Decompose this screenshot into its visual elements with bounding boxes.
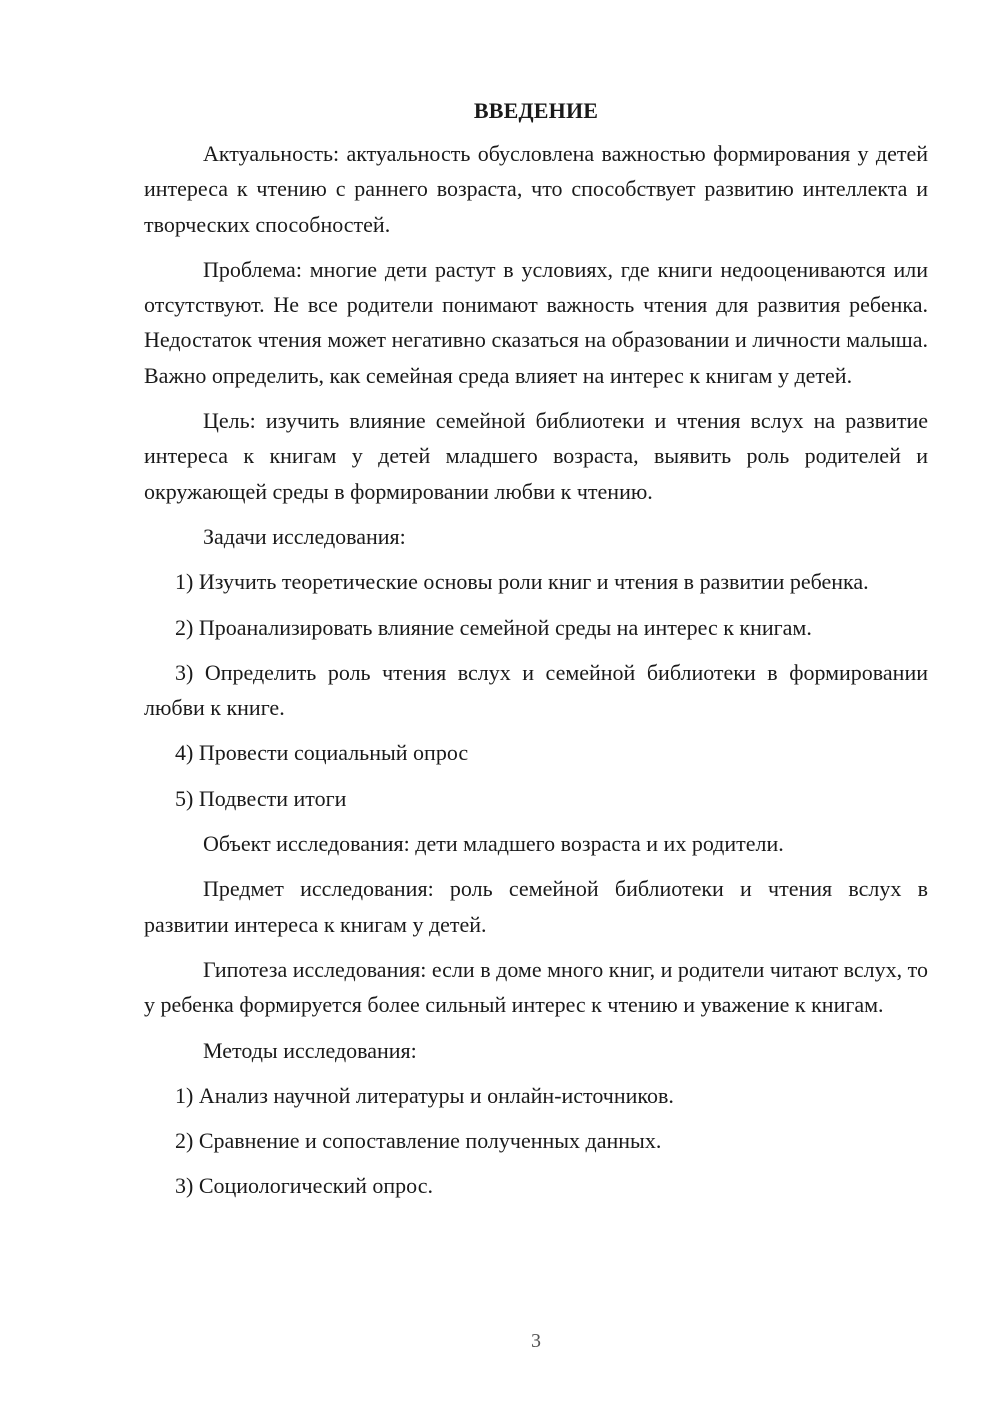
- method-item-3: 3) Социологический опрос.: [175, 1173, 433, 1199]
- task-item-4: 4) Провести социальный опрос: [175, 740, 469, 766]
- paragraph-goal: Цель: изучить влияние семейной библиотеки и чтения вслух на развитие интереса к книгам у детей младшего возраста, выявить роль родителей и окружающей среды в формировании любви к чтению.: [144, 408, 928, 504]
- task-item-3: 3) Определить роль чтения вслух и семейной библиотеки в формировании любви к книге.: [144, 659, 928, 721]
- research-hypothesis: Гипотеза исследования: если в доме много книг, и родители читают вслух, то у ребенка формируется более сильный интерес к чтению и уважение к книгам.: [144, 956, 928, 1018]
- method-item-2: 2) Сравнение и сопоставление полученных данных.: [175, 1128, 662, 1154]
- page-number: 3: [531, 1330, 541, 1352]
- paragraph-problem: Проблема: многие дети растут в условиях, где книги недооцениваются или отсутствуют. Не все родители понимают важность чтения для развития ребенка. Недостаток чтения может негативно сказаться на образовании и личности малыша. Важно определить, как семейная среда влияет на интерес к книгам у детей.: [144, 256, 928, 388]
- document-page: [144, 93, 928, 1214]
- research-object: Объект исследования: дети младшего возраста и их родители.: [203, 831, 784, 857]
- tasks-heading: Задачи исследования:: [203, 523, 406, 549]
- methods-heading: Методы исследования:: [203, 1037, 417, 1063]
- task-item-5: 5) Подвести итоги: [175, 785, 347, 811]
- task-item-2: 2) Проанализировать влияние семейной среды на интерес к книгам.: [175, 614, 812, 640]
- section-heading: ВВЕДЕНИЕ: [473, 98, 599, 123]
- paragraph-relevance: Актуальность: актуальность обусловлена важностью формирования у детей интереса к чтению с раннего возраста, что способствует развитию интеллекта и творческих способностей.: [144, 141, 928, 237]
- research-subject: Предмет исследования: роль семейной библиотеки и чтения вслух в развитии интереса к книгам у детей.: [144, 876, 928, 937]
- task-item-1: 1) Изучить теоретические основы роли книг и чтения в развитии ребенка.: [175, 569, 869, 595]
- method-item-1: 1) Анализ научной литературы и онлайн-источников.: [175, 1082, 674, 1108]
